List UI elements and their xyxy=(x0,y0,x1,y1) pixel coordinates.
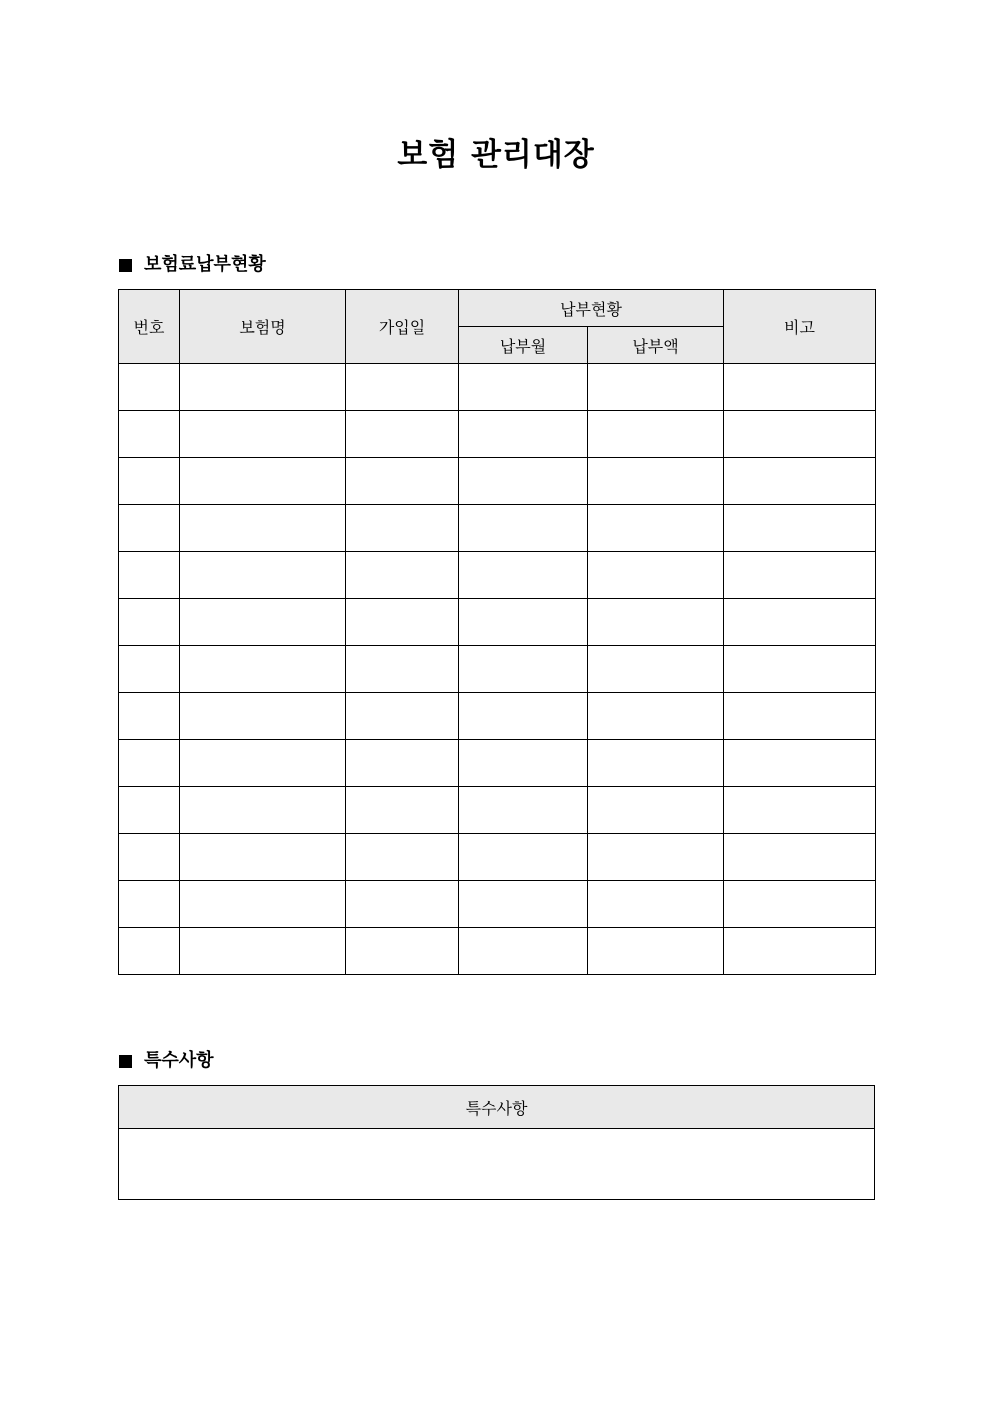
header-payment-amount: 납부액 xyxy=(588,327,724,364)
cell-payment-month[interactable] xyxy=(459,505,588,552)
cell-payment-month[interactable] xyxy=(459,599,588,646)
cell-payment-month[interactable] xyxy=(459,740,588,787)
cell-no[interactable] xyxy=(119,364,180,411)
table-row xyxy=(119,740,876,787)
cell-remarks[interactable] xyxy=(724,552,876,599)
cell-remarks[interactable] xyxy=(724,740,876,787)
cell-payment-amount[interactable] xyxy=(588,928,724,975)
notes-content-cell[interactable] xyxy=(119,1129,875,1200)
table-row xyxy=(119,928,876,975)
cell-payment-month[interactable] xyxy=(459,458,588,505)
table-row xyxy=(119,834,876,881)
cell-remarks[interactable] xyxy=(724,693,876,740)
cell-payment-month[interactable] xyxy=(459,787,588,834)
table-row xyxy=(119,881,876,928)
special-notes-table xyxy=(118,1085,875,1200)
cell-payment-amount[interactable] xyxy=(588,458,724,505)
payment-status-table xyxy=(118,289,876,975)
table-row xyxy=(119,364,876,411)
cell-join-date[interactable] xyxy=(346,458,459,505)
notes-section-heading xyxy=(119,1049,214,1073)
cell-insurance-name[interactable] xyxy=(180,646,346,693)
cell-insurance-name[interactable] xyxy=(180,411,346,458)
cell-insurance-name[interactable] xyxy=(180,599,346,646)
cell-insurance-name[interactable] xyxy=(180,834,346,881)
cell-insurance-name[interactable] xyxy=(180,740,346,787)
cell-no[interactable] xyxy=(119,552,180,599)
cell-payment-amount[interactable] xyxy=(588,693,724,740)
cell-payment-month[interactable] xyxy=(459,834,588,881)
table-row xyxy=(119,458,876,505)
cell-payment-amount[interactable] xyxy=(588,505,724,552)
cell-payment-amount[interactable] xyxy=(588,881,724,928)
cell-join-date[interactable] xyxy=(346,740,459,787)
cell-payment-amount[interactable] xyxy=(588,364,724,411)
cell-remarks[interactable] xyxy=(724,881,876,928)
header-join-date: 가입일 xyxy=(346,290,459,364)
cell-insurance-name[interactable] xyxy=(180,458,346,505)
table-row xyxy=(119,646,876,693)
cell-no[interactable] xyxy=(119,881,180,928)
header-payment-status: 납부현황 xyxy=(459,290,724,327)
cell-payment-month[interactable] xyxy=(459,646,588,693)
header-payment-month: 납부월 xyxy=(459,327,588,364)
cell-join-date[interactable] xyxy=(346,599,459,646)
cell-no[interactable] xyxy=(119,599,180,646)
cell-no[interactable] xyxy=(119,787,180,834)
square-bullet-icon xyxy=(119,1055,132,1068)
cell-join-date[interactable] xyxy=(346,928,459,975)
cell-payment-month[interactable] xyxy=(459,411,588,458)
notes-table-header: 특수사항 xyxy=(119,1086,875,1129)
cell-remarks[interactable] xyxy=(724,364,876,411)
cell-insurance-name[interactable] xyxy=(180,693,346,740)
cell-remarks[interactable] xyxy=(724,505,876,552)
cell-join-date[interactable] xyxy=(346,411,459,458)
table-row xyxy=(119,599,876,646)
cell-insurance-name[interactable] xyxy=(180,787,346,834)
cell-no[interactable] xyxy=(119,458,180,505)
cell-payment-amount[interactable] xyxy=(588,787,724,834)
cell-remarks[interactable] xyxy=(724,834,876,881)
page-title: 보험 관리대장 xyxy=(397,137,595,173)
cell-remarks[interactable] xyxy=(724,646,876,693)
cell-join-date[interactable] xyxy=(346,646,459,693)
cell-no[interactable] xyxy=(119,740,180,787)
cell-join-date[interactable] xyxy=(346,693,459,740)
header-no: 번호 xyxy=(119,290,180,364)
table-row xyxy=(119,411,876,458)
header-remarks: 비고 xyxy=(724,290,876,364)
cell-payment-amount[interactable] xyxy=(588,552,724,599)
payment-table-body xyxy=(119,364,876,975)
cell-payment-month[interactable] xyxy=(459,693,588,740)
payment-section-heading xyxy=(119,253,266,277)
cell-payment-amount[interactable] xyxy=(588,411,724,458)
cell-payment-amount[interactable] xyxy=(588,646,724,693)
cell-insurance-name[interactable] xyxy=(180,505,346,552)
cell-no[interactable] xyxy=(119,646,180,693)
notes-section-heading-text: 특수사항 xyxy=(144,1050,214,1071)
table-row xyxy=(119,787,876,834)
table-row xyxy=(119,505,876,552)
cell-insurance-name[interactable] xyxy=(180,881,346,928)
cell-payment-amount[interactable] xyxy=(588,599,724,646)
table-row xyxy=(119,693,876,740)
cell-remarks[interactable] xyxy=(724,411,876,458)
cell-insurance-name[interactable] xyxy=(180,928,346,975)
cell-no[interactable] xyxy=(119,505,180,552)
cell-no[interactable] xyxy=(119,928,180,975)
cell-remarks[interactable] xyxy=(724,458,876,505)
cell-payment-amount[interactable] xyxy=(588,740,724,787)
payment-section-heading-text: 보험료납부현황 xyxy=(144,254,266,275)
cell-payment-amount[interactable] xyxy=(588,834,724,881)
cell-payment-month[interactable] xyxy=(459,552,588,599)
cell-payment-month[interactable] xyxy=(459,928,588,975)
cell-join-date[interactable] xyxy=(346,552,459,599)
cell-no[interactable] xyxy=(119,411,180,458)
cell-join-date[interactable] xyxy=(346,881,459,928)
cell-insurance-name[interactable] xyxy=(180,364,346,411)
cell-no[interactable] xyxy=(119,693,180,740)
header-insurance-name: 보험명 xyxy=(180,290,346,364)
cell-join-date[interactable] xyxy=(346,364,459,411)
cell-remarks[interactable] xyxy=(724,928,876,975)
cell-insurance-name[interactable] xyxy=(180,552,346,599)
table-row xyxy=(119,552,876,599)
cell-remarks[interactable] xyxy=(724,787,876,834)
cell-payment-month[interactable] xyxy=(459,364,588,411)
square-bullet-icon xyxy=(119,259,132,272)
cell-join-date[interactable] xyxy=(346,787,459,834)
cell-payment-month[interactable] xyxy=(459,881,588,928)
cell-remarks[interactable] xyxy=(724,599,876,646)
cell-join-date[interactable] xyxy=(346,834,459,881)
cell-join-date[interactable] xyxy=(346,505,459,552)
cell-no[interactable] xyxy=(119,834,180,881)
